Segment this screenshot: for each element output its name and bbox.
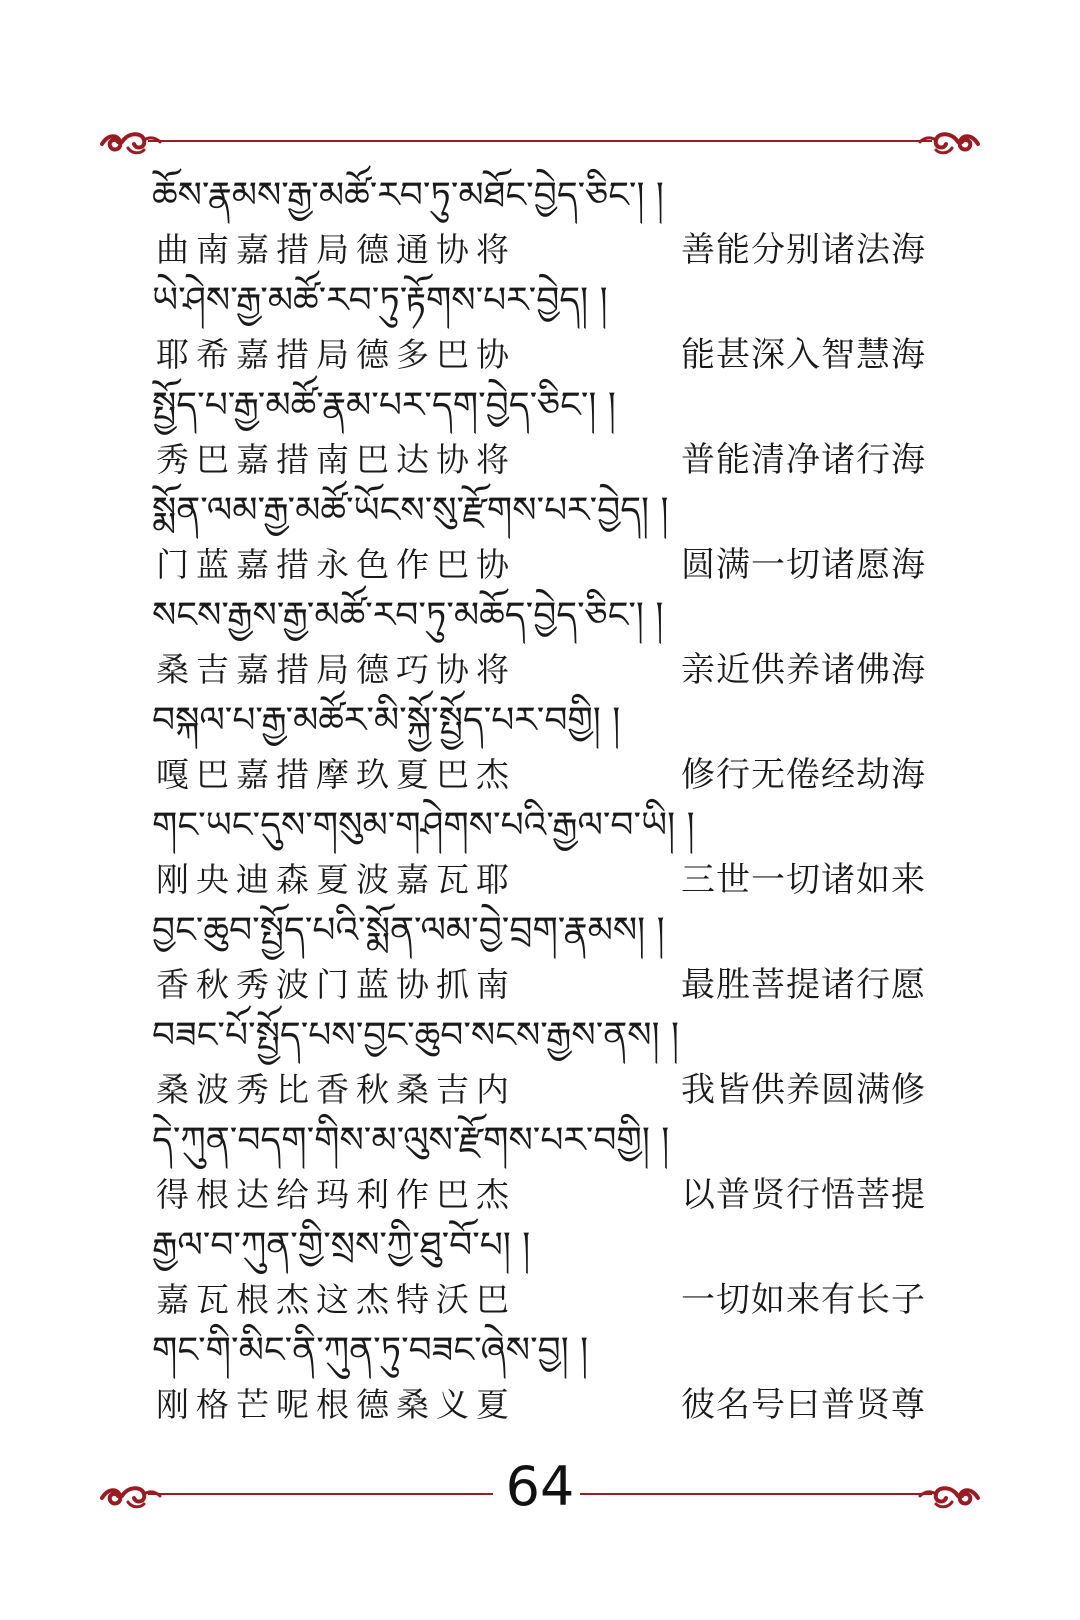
- verse: [152, 1325, 942, 1430]
- verse: [152, 905, 942, 1010]
- chinese-translation: 我皆供养圆满修: [681, 1070, 926, 1110]
- top-rule: [148, 140, 932, 142]
- transliteration-line: 香秋秀波门蓝协抓南: [156, 965, 516, 1004]
- chinese-translation: 圆满一切诸愿海: [681, 545, 926, 585]
- verse: [152, 485, 942, 590]
- tibetan-line: ཡེ་ཤེས་རྒྱ་མཚོ་རབ་ཏུ་རྟོགས་པར་བྱེད། །: [152, 280, 608, 321]
- transliteration-line: 嘉瓦根杰这杰特沃巴: [156, 1280, 516, 1319]
- tibetan-line: གང་གི་མིང་ནི་ཀུན་ཏུ་བཟང་ཞེས་བྱ། །: [152, 1330, 589, 1371]
- verse: [152, 170, 942, 275]
- scroll-ornament-icon: [918, 124, 982, 160]
- tibetan-line: གང་ཡང་དུས་གསུམ་གཤེགས་པའི་རྒྱལ་བ་ཡི། །: [152, 805, 695, 846]
- verse: [152, 590, 942, 695]
- chinese-translation: 能甚深入智慧海: [681, 335, 926, 375]
- chinese-translation: 以普贤行悟菩提: [681, 1175, 926, 1215]
- tibetan-line: སངས་རྒྱས་རྒྱ་མཚོ་རབ་ཏུ་མཆོད་བྱེད་ཅིང་། །: [152, 595, 664, 636]
- tibetan-line: རྒྱལ་བ་ཀུན་གྱི་སྲས་ཀྱི་ཐུ་བོ་པ། །: [152, 1225, 531, 1266]
- verse: [152, 1220, 942, 1325]
- chinese-translation: 修行无倦经劫海: [681, 755, 926, 795]
- transliteration-line: 得根达给玛利作巴杰: [156, 1175, 516, 1214]
- verse: [152, 800, 942, 905]
- chinese-translation: 彼名号曰普贤尊: [681, 1385, 926, 1425]
- transliteration-line: 刚央迪森夏波嘉瓦耶: [156, 860, 516, 899]
- transliteration-line: 桑波秀比香秋桑吉内: [156, 1070, 516, 1109]
- verse: [152, 380, 942, 485]
- tibetan-line: སྤྱོད་པ་རྒྱ་མཚོ་རྣམ་པར་དག་བྱེད་ཅིང་། །: [152, 385, 616, 426]
- verse-list: [152, 170, 942, 1430]
- scroll-ornament-icon: [98, 124, 162, 160]
- transliteration-line: 门蓝嘉措永色作巴协: [156, 545, 516, 584]
- transliteration-line: 桑吉嘉措局德巧协将: [156, 650, 516, 689]
- tibetan-line: བྱང་ཆུབ་སྤྱོད་པའི་སྨོན་ལམ་བྱེ་བྲག་རྣམས། །: [152, 910, 665, 951]
- tibetan-line: བསྐལ་པ་རྒྱ་མཚོར་མི་སྐྱོ་སྤྱོད་པར་བགྱི། །: [152, 700, 621, 741]
- page-number: 64: [505, 1455, 575, 1518]
- transliteration-line: 嘎巴嘉措摩玖夏巴杰: [156, 755, 516, 794]
- transliteration-line: 刚格芒呢根德桑义夏: [156, 1385, 516, 1424]
- chinese-translation: 亲近供养诸佛海: [681, 650, 926, 690]
- tibetan-line: བཟང་པོ་སྤྱོད་པས་བྱང་ཆུབ་སངས་རྒྱས་ནས། །: [152, 1015, 679, 1056]
- chinese-translation: 最胜菩提诸行愿: [681, 965, 926, 1005]
- tibetan-line: སྨོན་ལམ་རྒྱ་མཚོ་ཡོངས་སུ་རྫོགས་པར་བྱེད། །: [152, 490, 669, 531]
- chinese-translation: 三世一切诸如来: [681, 860, 926, 900]
- transliteration-line: 耶希嘉措局德多巴协: [156, 335, 516, 374]
- verse: [152, 1010, 942, 1115]
- verse: [152, 275, 942, 380]
- tibetan-line: ཆོས་རྣམས་རྒྱ་མཚོ་རབ་ཏུ་མཐོང་བྱེད་ཅིང་། །: [152, 175, 664, 216]
- verse: [152, 695, 942, 800]
- chinese-translation: 普能清净诸行海: [681, 440, 926, 480]
- transliteration-line: 秀巴嘉措南巴达协将: [156, 440, 516, 479]
- transliteration-line: 曲南嘉措局德通协将: [156, 230, 516, 269]
- verse: [152, 1115, 942, 1220]
- tibetan-line: དེ་ཀུན་བདག་གིས་མ་ལུས་རྫོགས་པར་བགྱི། །: [152, 1120, 670, 1161]
- chinese-translation: 善能分别诸法海: [681, 230, 926, 270]
- chinese-translation: 一切如来有长子: [681, 1280, 926, 1320]
